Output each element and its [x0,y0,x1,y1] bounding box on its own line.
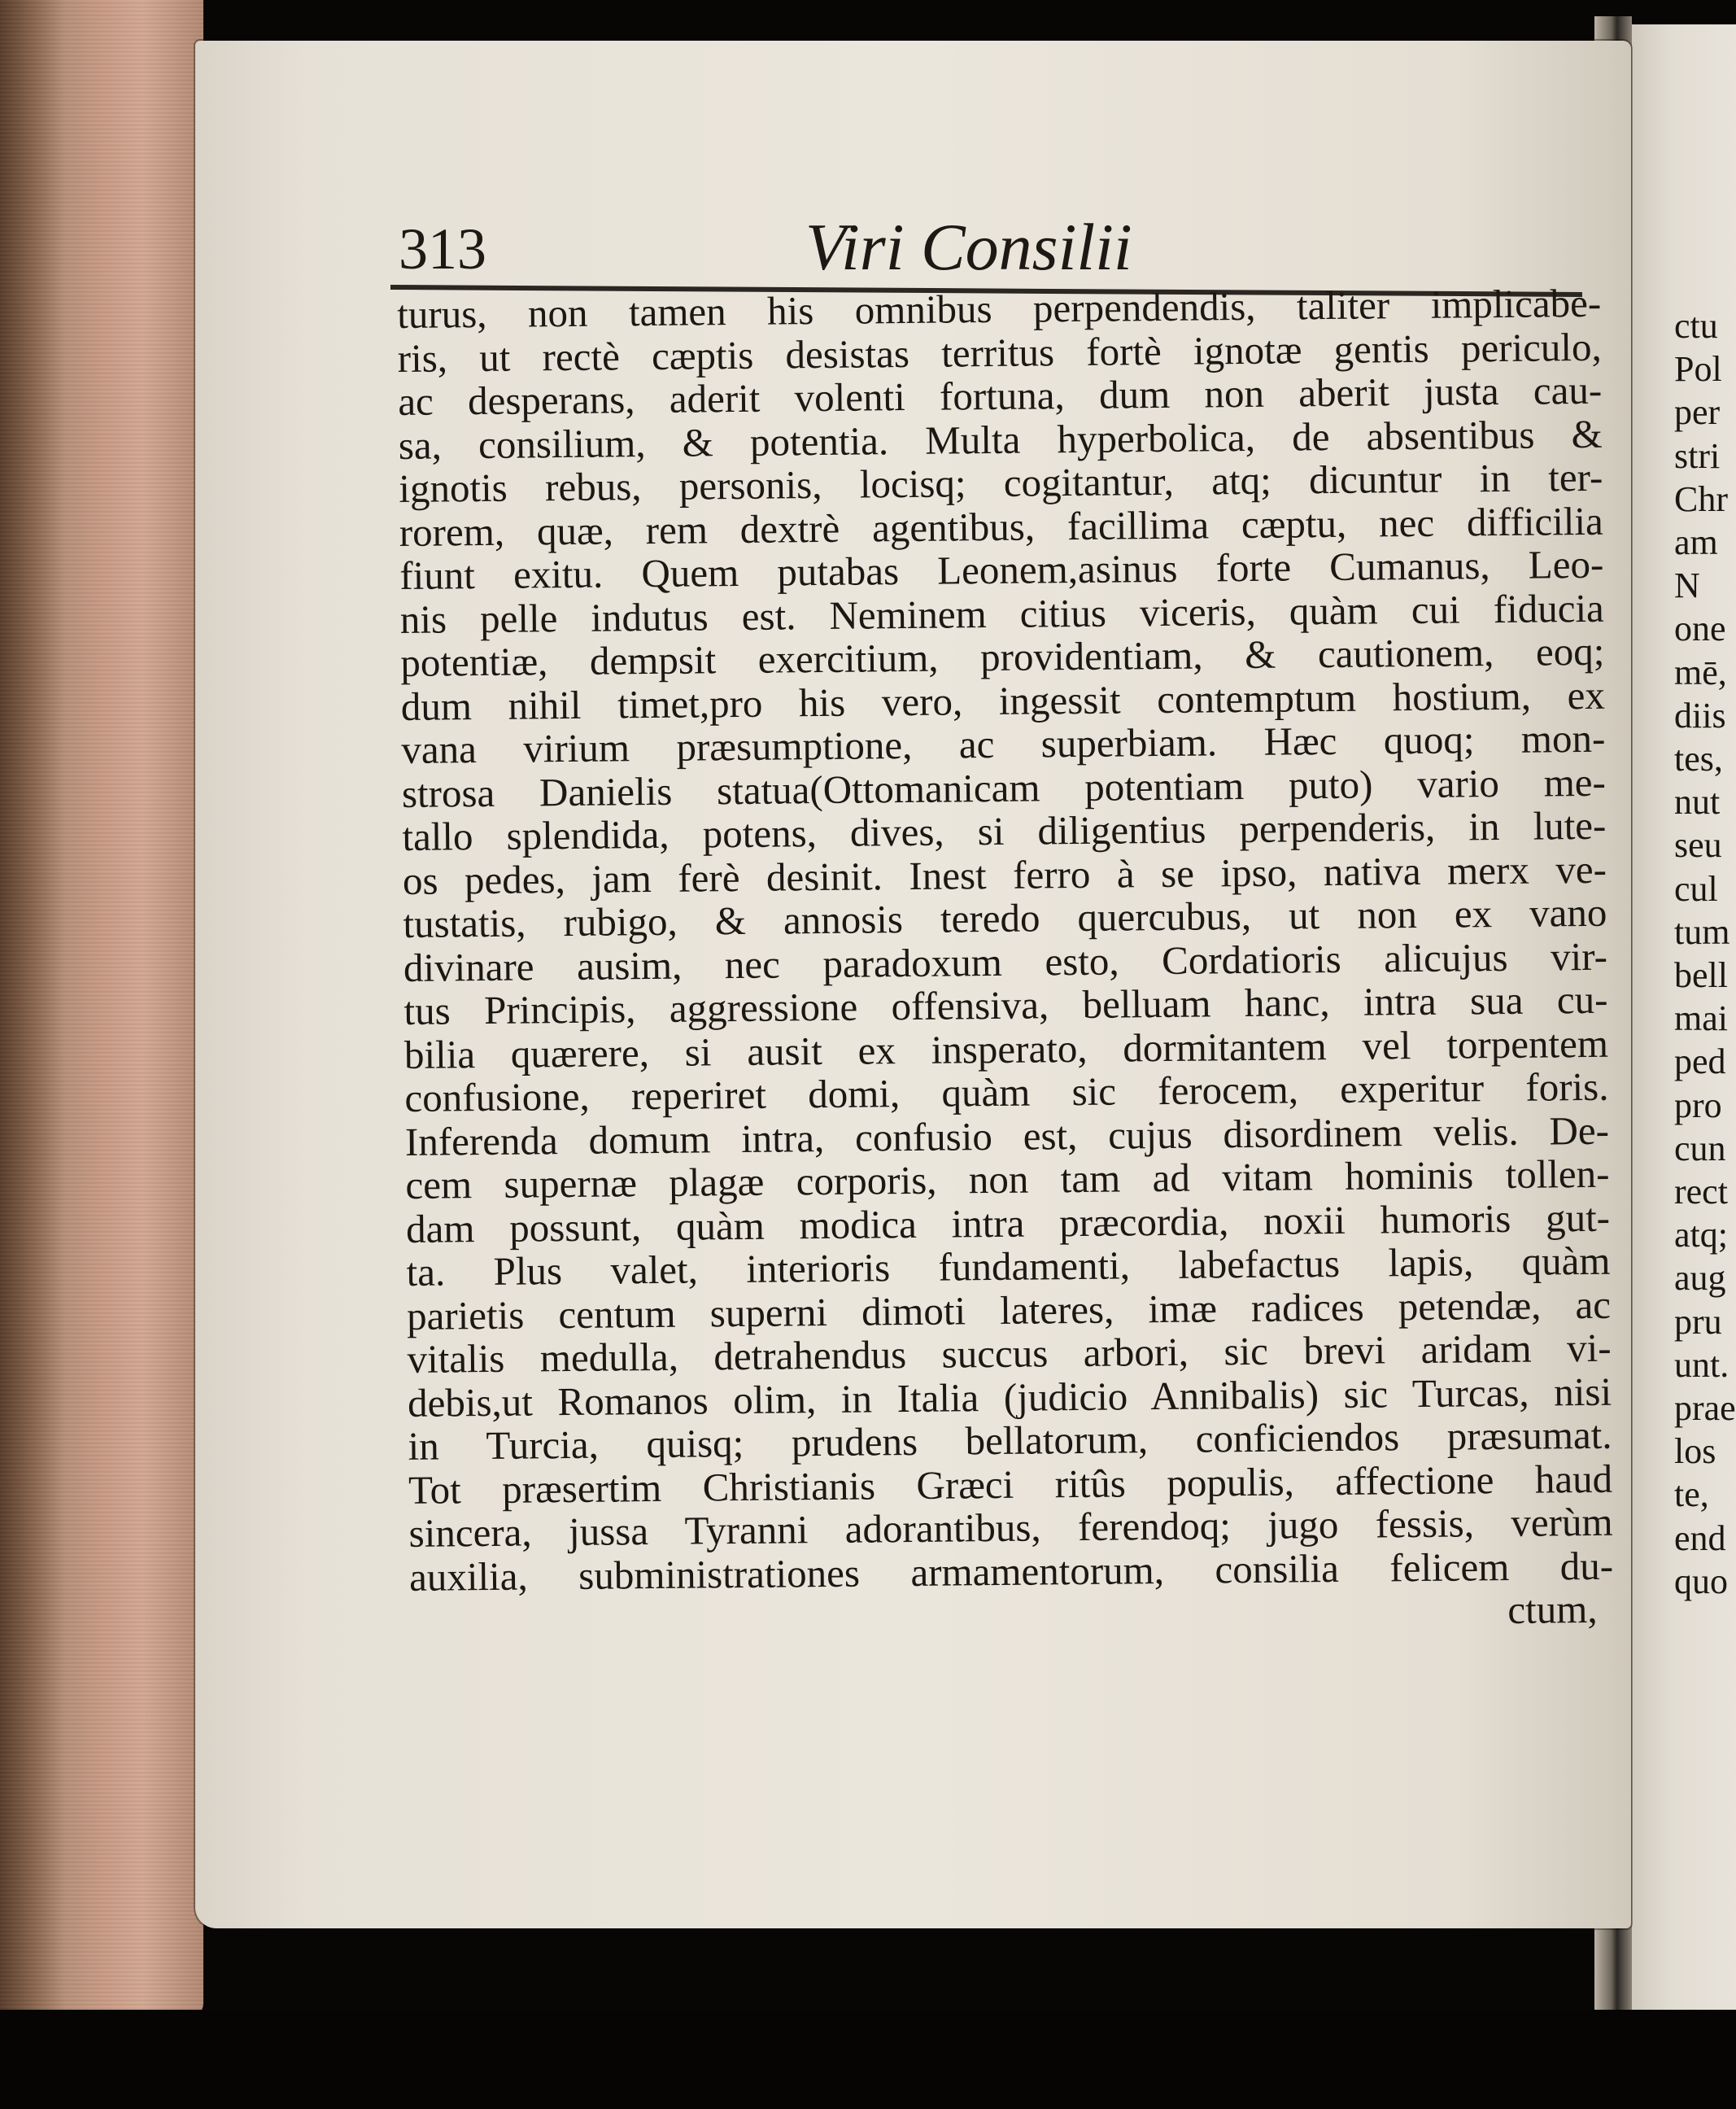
text-line: cem supernæ plagæ corporis, non tam ad vitam hominis tollen- [405,1151,1610,1207]
text-line: dam possunt, quàm modica intra præcordia, noxii humoris gut- [405,1194,1611,1251]
facing-page-fragment: one [1674,609,1726,649]
facing-page-fragment: bell [1674,955,1728,995]
text-line: Tot præsertim Christianis Græci ritûs populis, affectione haud [408,1456,1613,1513]
facing-page-fragment: mai [1674,998,1728,1039]
facing-page-fragment: ctu [1674,306,1718,346]
facing-page-fragment: diis [1674,695,1726,736]
text-line: potentiæ, dempsit exercitium, providentiam, & cautionem, eoq; [400,628,1605,685]
text-line: sa, consilium, & potentia. Multa hyperbolica, de absentibus & [398,411,1603,468]
text-line: parietis centum superni dimoti lateres, imæ radices petendæ, ac [406,1282,1612,1338]
body-text [397,282,1614,1643]
facing-page-fragment: ped [1674,1041,1726,1082]
background-floor [0,2010,1736,2109]
facing-page-fragment: pru [1674,1301,1722,1342]
text-line: bilia quærere, si ausit ex insperato, dormitantem vel torpentem [403,1020,1609,1077]
facing-page-fragment: prae [1674,1388,1736,1428]
facing-page-fragment: Pol [1674,349,1722,390]
text-line: debis,ut Romanos olim, in Italia (judicio Annibalis) sic Turcas, nisi [407,1369,1612,1426]
text-line: strosa Danielis statua(Ottomanicam potentiam puto) vario me- [401,759,1607,816]
text-line: dum nihil timet,pro his vero, ingessit contemptum hostium, ex [400,672,1606,729]
text-line: vitalis medulla, detrahendus succus arbori, sic brevi aridam vi- [407,1325,1612,1382]
text-line: rorem, quæ, rem dextrè agentibus, facillima cæptu, nec difficilia [399,498,1604,555]
facing-page-fragment: mē, [1674,652,1727,692]
facing-page-fragment: unt. [1674,1344,1729,1385]
facing-page-fragment: tes, [1674,739,1723,779]
text-line: Inferenda domum intra, confusio est, cujus disordinem velis. De- [404,1107,1610,1164]
facing-page-fragment: stri [1674,435,1721,476]
facing-page-fragment: te, [1674,1474,1709,1515]
text-line: tus Principis, aggressione offensiva, belluam hanc, intra sua cu- [403,976,1608,1033]
facing-page-fragment: rect [1674,1172,1728,1212]
text-line: ac desperans, aderit volenti fortuna, dum non aberit justa cau- [398,367,1603,424]
facing-page-fragment: Chr [1674,478,1728,519]
text-line: auxilia, subministrationes armamentorum, consilia felicem du- [408,1543,1614,1600]
facing-page-fragment: tum [1674,911,1730,952]
facing-page-fragment: cul [1674,868,1718,909]
facing-page-fragment: aug [1674,1258,1726,1299]
facing-page-fragment: pro [1674,1085,1722,1125]
text-line: tallo splendida, potens, dives, si diligentius perpenderis, in lute- [402,802,1607,859]
text-line: vana virium præsumptione, ac superbiam. Hæc quoq; mon- [401,715,1606,772]
facing-page-fragment: cun [1674,1128,1726,1168]
page-block-edge [0,0,203,2018]
text-line: ris, ut rectè cæptis desistas territus fortè ignotæ gentis periculo, [397,324,1602,381]
facing-page-fragment: atq; [1674,1215,1728,1255]
catchword: ctum, [1507,1586,1598,1632]
text-line: sincera, jussa Tyranni adorantibus, ferendoq; jugo fessis, verùm [408,1499,1613,1556]
text-line: divinare ausim, nec paradoxum esto, Cordatioris alicujus vir- [403,933,1608,990]
facing-page-fragment: end [1674,1517,1726,1558]
facing-page-fragment: N [1674,565,1700,606]
text-line: in Turcia, quisq; prudens bellatorum, conficiendos præsumat. [408,1412,1612,1469]
text-line: confusione, reperiret domi, quàm sic ferocem, experitur foris. [404,1063,1609,1120]
text-line: ignotis rebus, personis, locisq; cogitantur, atq; dicuntur in ter- [399,454,1603,511]
text-line: nis pelle indutus est. Neminem citius viceris, quàm cui fiducia [399,585,1605,642]
text-line: os pedes, jam ferè desinit. Inest ferro à se ipso, nativa merx ve- [402,846,1607,903]
facing-page-fragment: los [1674,1431,1716,1472]
facing-page-fragment: am [1674,522,1718,562]
text-line: ta. Plus valet, interioris fundamenti, labefactus lapis, quàm [406,1238,1611,1295]
facing-page [1627,24,1736,2026]
text-line: tustatis, rubigo, & annosis teredo quercubus, ut non ex vano [403,889,1607,946]
facing-page-fragment: nut [1674,782,1721,823]
text-line: fiunt exitu. Quem putabas Leonem,asinus forte Cumanus, Leo- [399,541,1604,598]
facing-page-fragment: quo [1674,1561,1728,1601]
facing-page-fragment: per [1674,392,1721,433]
page-number: 313 [399,216,486,282]
facing-page-fragment: seu [1674,825,1722,866]
running-title: Viri Consilii [805,210,1132,284]
text-line: turus, non tamen his omnibus perpendendis, taliter implicabe- [396,280,1602,337]
